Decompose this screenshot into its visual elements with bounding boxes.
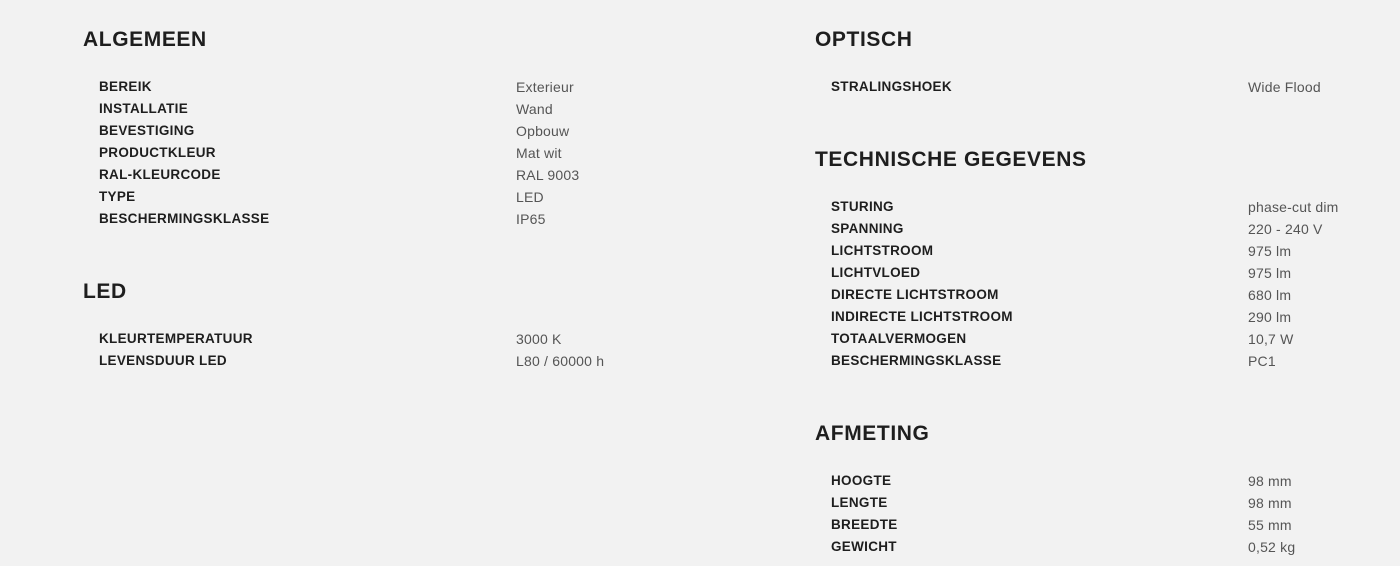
spec-value: Mat wit bbox=[516, 145, 562, 161]
spec-row bbox=[815, 470, 1375, 492]
spec-label: PRODUCTKLEUR bbox=[99, 145, 216, 160]
spec-label: LEVENSDUUR LED bbox=[99, 353, 227, 368]
spec-label: BESCHERMINGSKLASSE bbox=[99, 211, 270, 226]
spec-value: 975 lm bbox=[1248, 243, 1292, 259]
spec-list bbox=[815, 196, 1375, 372]
spec-value: phase-cut dim bbox=[1248, 199, 1339, 215]
spec-label: LENGTE bbox=[831, 495, 888, 510]
spec-value: RAL 9003 bbox=[516, 167, 580, 183]
section-title: OPTISCH bbox=[815, 28, 913, 51]
spec-label: BREEDTE bbox=[831, 517, 898, 532]
spec-row bbox=[815, 240, 1375, 262]
spec-label: HOOGTE bbox=[831, 473, 892, 488]
spec-list bbox=[83, 328, 703, 372]
spec-label: BESCHERMINGSKLASSE bbox=[831, 353, 1002, 368]
spec-value: 98 mm bbox=[1248, 473, 1292, 489]
spec-row bbox=[83, 120, 703, 142]
section-title: LED bbox=[83, 280, 127, 303]
spec-value: 220 - 240 V bbox=[1248, 221, 1323, 237]
spec-row bbox=[815, 492, 1375, 514]
spec-label: DIRECTE LICHTSTROOM bbox=[831, 287, 999, 302]
spec-value: LED bbox=[516, 189, 544, 205]
spec-row bbox=[815, 306, 1375, 328]
spec-label: BEREIK bbox=[99, 79, 152, 94]
spec-label: SPANNING bbox=[831, 221, 904, 236]
section-algemeen bbox=[83, 28, 703, 227]
spec-value: IP65 bbox=[516, 211, 546, 227]
spec-value: L80 / 60000 h bbox=[516, 353, 605, 369]
spec-value: 3000 K bbox=[516, 331, 562, 347]
spec-row bbox=[815, 262, 1375, 284]
spec-list bbox=[83, 76, 703, 230]
spec-row bbox=[83, 142, 703, 164]
section-optisch bbox=[815, 28, 1375, 95]
spec-row bbox=[815, 328, 1375, 350]
spec-value: Opbouw bbox=[516, 123, 570, 139]
spec-label: INSTALLATIE bbox=[99, 101, 189, 116]
spec-label: LICHTVLOED bbox=[831, 265, 921, 280]
spec-row bbox=[83, 328, 703, 350]
spec-list bbox=[815, 470, 1375, 558]
spec-row bbox=[815, 196, 1375, 218]
section-title: AFMETING bbox=[815, 422, 930, 445]
spec-row bbox=[83, 186, 703, 208]
spec-label: INDIRECTE LICHTSTROOM bbox=[831, 309, 1013, 324]
spec-value: PC1 bbox=[1248, 353, 1276, 369]
spec-label: STURING bbox=[831, 199, 894, 214]
spec-row bbox=[815, 218, 1375, 240]
spec-label: TYPE bbox=[99, 189, 136, 204]
spec-list bbox=[815, 76, 1375, 98]
spec-row bbox=[815, 536, 1375, 558]
spec-row bbox=[83, 350, 703, 372]
spec-label: GEWICHT bbox=[831, 539, 897, 554]
spec-row bbox=[815, 76, 1375, 98]
spec-label: BEVESTIGING bbox=[99, 123, 195, 138]
section-afmeting bbox=[815, 422, 1375, 555]
spec-value: 10,7 W bbox=[1248, 331, 1294, 347]
spec-value: Wide Flood bbox=[1248, 79, 1321, 95]
spec-value: 55 mm bbox=[1248, 517, 1292, 533]
spec-value: Exterieur bbox=[516, 79, 574, 95]
spec-value: 680 lm bbox=[1248, 287, 1292, 303]
spec-row bbox=[815, 514, 1375, 536]
spec-label: STRALINGSHOEK bbox=[831, 79, 952, 94]
spec-row bbox=[815, 350, 1375, 372]
spec-label: KLEURTEMPERATUUR bbox=[99, 331, 253, 346]
spec-row bbox=[83, 208, 703, 230]
spec-row bbox=[83, 76, 703, 98]
spec-value: 0,52 kg bbox=[1248, 539, 1296, 555]
spec-row bbox=[815, 284, 1375, 306]
section-title: ALGEMEEN bbox=[83, 28, 207, 51]
spec-value: Wand bbox=[516, 101, 553, 117]
spec-row bbox=[83, 164, 703, 186]
section-technische-gegevens bbox=[815, 148, 1375, 369]
spec-label: RAL-KLEURCODE bbox=[99, 167, 221, 182]
spec-value: 290 lm bbox=[1248, 309, 1292, 325]
spec-label: TOTAALVERMOGEN bbox=[831, 331, 967, 346]
section-led bbox=[83, 280, 703, 369]
spec-row bbox=[83, 98, 703, 120]
spec-value: 975 lm bbox=[1248, 265, 1292, 281]
section-title: TECHNISCHE GEGEVENS bbox=[815, 148, 1087, 171]
spec-label: LICHTSTROOM bbox=[831, 243, 934, 258]
spec-value: 98 mm bbox=[1248, 495, 1292, 511]
